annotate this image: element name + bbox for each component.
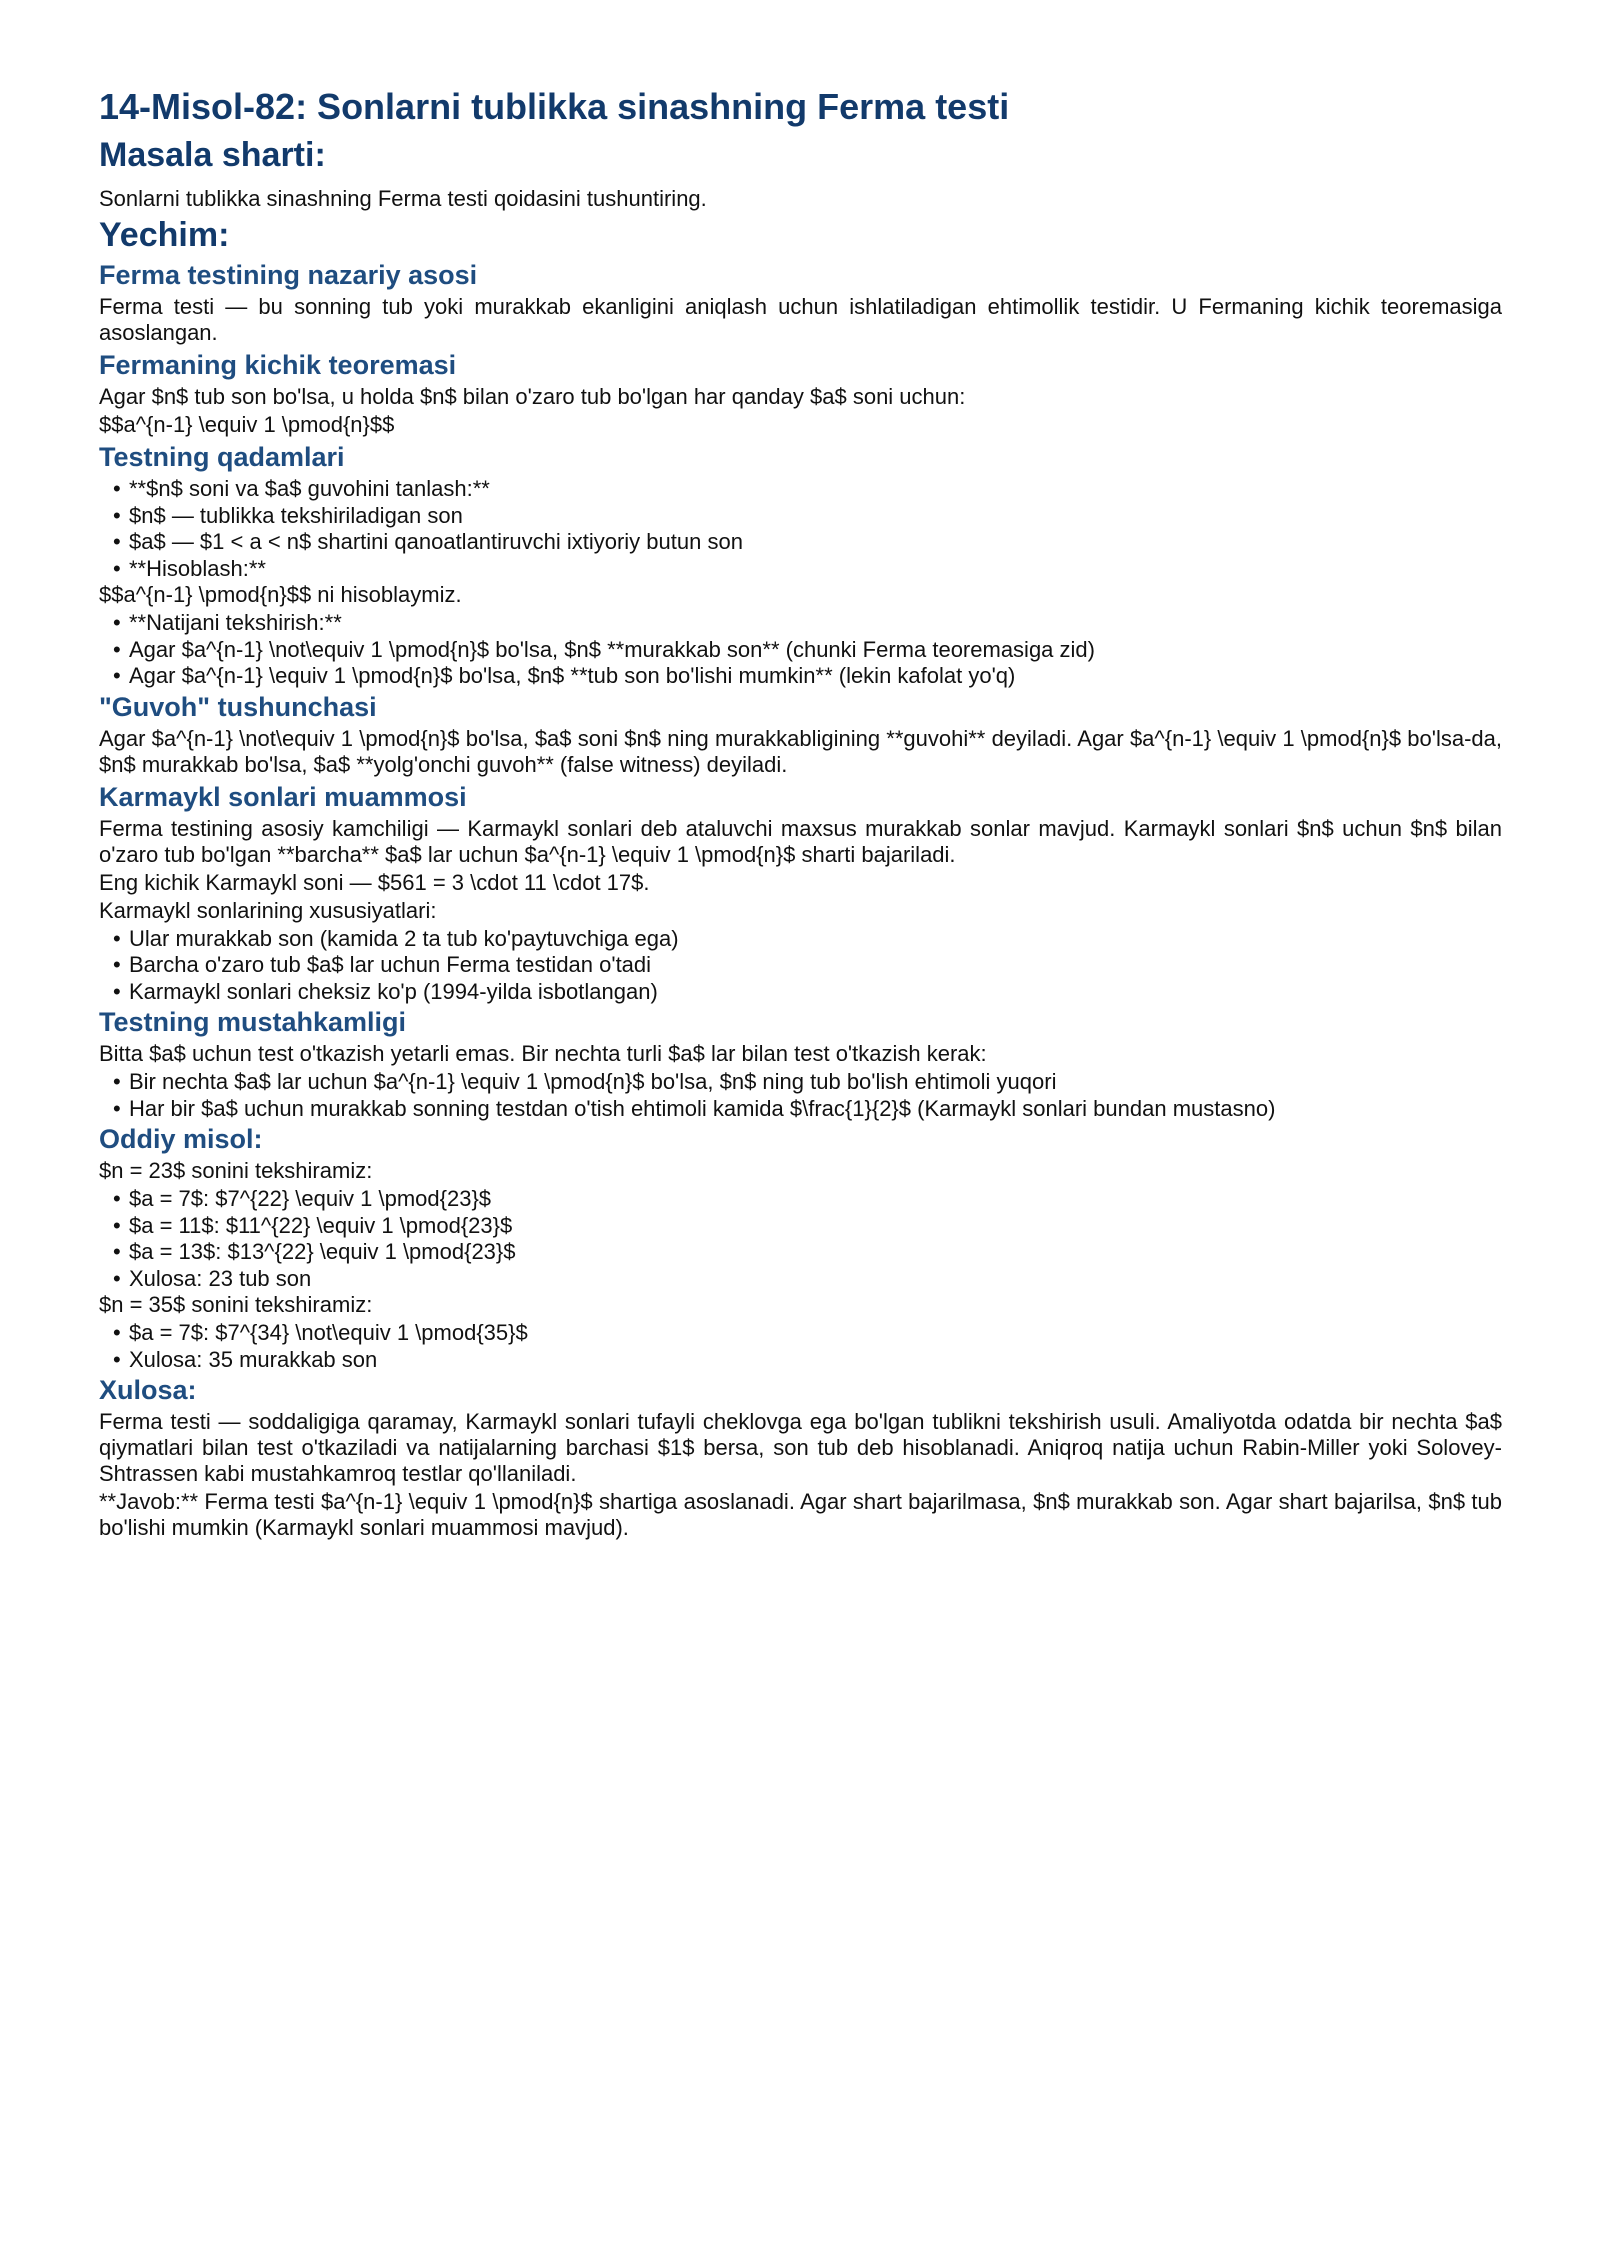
paragraph: Agar $n$ tub son bo'lsa, u holda $n$ bilan o'zaro tub bo'lgan har qanday $a$ soni uchun: <box>99 384 966 409</box>
problem-heading: Masala sharti: <box>99 136 326 174</box>
list-item: • **Natijani tekshirish:** <box>113 610 1502 637</box>
carmichael-section <box>99 780 1502 1006</box>
list-item: • Xulosa: 23 tub son <box>113 1266 1502 1293</box>
theory-section <box>99 258 1502 346</box>
section-heading: Testning mustahkamligi <box>99 1007 407 1037</box>
list-item: • Agar $a^{n-1} \not\equiv 1 \pmod{n}$ bo'lsa, $n$ **murakkab son** (chunki Ferma teoremasiga zid) <box>113 637 1502 664</box>
paragraph: $n = 35$ sonini tekshiramiz: <box>99 1292 373 1317</box>
section-heading: Ferma testining nazariy asosi <box>99 260 478 290</box>
steps-list-2 <box>99 610 1502 690</box>
example-list-2 <box>99 1320 1502 1373</box>
section-heading: Oddiy misol: <box>99 1124 263 1154</box>
list-item: • $n$ — tublikka tekshiriladigan son <box>113 503 1502 530</box>
example-section <box>99 1122 1502 1373</box>
paragraph: Ferma testining asosiy kamchiligi — Karmaykl sonlari deb ataluvchi maxsus murakkab sonlar mavjud. Karmaykl sonlari $n$ uchun $n$ bilan o'zaro tub bo'lgan **barcha** $a$ lar uchun $a^{n-1} \equiv 1 \pmod{n}$ sharti bajariladi. <box>99 815 1502 867</box>
solution-heading: Yechim: <box>99 216 230 254</box>
section-heading: Testning qadamlari <box>99 442 345 472</box>
problem-text: Sonlarni tublikka sinashning Ferma testi qoidasini tushuntiring. <box>99 186 707 211</box>
section-heading: Fermaning kichik teoremasi <box>99 350 457 380</box>
paragraph: $$a^{n-1} \pmod{n}$$ ni hisoblaymiz. <box>99 582 462 607</box>
list-item: • $a = 7$: $7^{22} \equiv 1 \pmod{23}$ <box>113 1186 1502 1213</box>
section-heading: Xulosa: <box>99 1375 197 1405</box>
paragraph: Agar $a^{n-1} \not\equiv 1 \pmod{n}$ bo'lsa, $a$ soni $n$ ning murakkabligining **guvohi** deyiladi. Agar $a^{n-1} \equiv 1 \pmod{n}$ bo'lsa-da, $n$ murakkab bo'lsa, $a$ **yolg'onchi guvoh** (false witness) deyiladi. <box>99 725 1502 777</box>
paragraph: Ferma testi — bu sonning tub yoki murakkab ekanligini aniqlash uchun ishlatiladigan ehtimollik testidir. U Fermaning kichik teoremasiga asoslangan. <box>99 294 1502 345</box>
paragraph: Karmaykl sonlarining xususiyatlari: <box>99 897 437 923</box>
example-list-1 <box>99 1186 1502 1292</box>
list-item: • Xulosa: 35 murakkab son <box>113 1347 1502 1374</box>
list-item: • $a$ — $1 < a < n$ shartini qanoatlantiruvchi ixtiyoriy butun son <box>113 529 1502 556</box>
list-item: • $a = 13$: $13^{22} \equiv 1 \pmod{23}$ <box>113 1239 1502 1266</box>
list-item: • Bir nechta $a$ lar uchun $a^{n-1} \equiv 1 \pmod{n}$ bo'lsa, $n$ ning tub bo'lish ehtimoli yuqori <box>113 1069 1502 1096</box>
list-item: • **$n$ soni va $a$ guvohini tanlash:** <box>113 476 1502 503</box>
paragraph: $n = 23$ sonini tekshiramiz: <box>99 1158 373 1183</box>
steps-list-1 <box>99 476 1502 582</box>
paragraph: Eng kichik Karmaykl soni — $561 = 3 \cdot 11 \cdot 17$. <box>99 869 650 895</box>
little-theorem-section <box>99 348 1502 438</box>
document-page <box>99 84 1502 1543</box>
list-item: • Karmaykl sonlari cheksiz ko'p (1994-yilda isbotlangan) <box>113 979 1502 1006</box>
list-item: • $a = 7$: $7^{34} \not\equiv 1 \pmod{35}$ <box>113 1320 1502 1347</box>
list-item: • $a = 11$: $11^{22} \equiv 1 \pmod{23}$ <box>113 1213 1502 1240</box>
answer-paragraph: **Javob:** Ferma testi $a^{n-1} \equiv 1 \pmod{n}$ shartiga asoslanadi. Agar shart bajarilmasa, $n$ murakkab son. Agar shart bajarilsa, $n$ tub bo'lishi mumkin (Karmaykl sonlari muammosi mavjud). <box>99 1489 1502 1540</box>
list-item: • Ular murakkab son (kamida 2 ta tub ko'paytuvchiga ega) <box>113 926 1502 953</box>
carmichael-properties-list <box>99 926 1502 1006</box>
list-item: • Barcha o'zaro tub $a$ lar uchun Ferma testidan o'tadi <box>113 952 1502 979</box>
list-item: • **Hisoblash:** <box>113 556 1502 583</box>
section-heading: "Guvoh" tushunchasi <box>99 691 377 722</box>
steps-section <box>99 440 1502 690</box>
paragraph: Ferma testi — soddaligiga qaramay, Karmaykl sonlari tufayli cheklovga ega bo'lgan tublikni tekshirish usuli. Amaliyotda odatda bir nechta $a$ qiymatlari bilan test o'tkaziladi va natijalarning barchasi $1$ bersa, son tub deb hisoblanadi. Aniqroq natija uchun Rabin-Miller yoki Solovey-Shtrassen kabi mustahkamroq testlar qo'llaniladi. <box>99 1409 1502 1486</box>
list-item: • Agar $a^{n-1} \equiv 1 \pmod{n}$ bo'lsa, $n$ **tub son bo'lishi mumkin** (lekin kafolat yo'q) <box>113 663 1502 690</box>
conclusion-section <box>99 1373 1502 1541</box>
list-item: • Har bir $a$ uchun murakkab sonning testdan o'tish ehtimoli kamida $\frac{1}{2}$ (Karmaykl sonlari bundan mustasno) <box>113 1096 1502 1123</box>
page-title: 14-Misol-82: Sonlarni tublikka sinashning Ferma testi <box>99 86 1010 127</box>
paragraph: Bitta $a$ uchun test o'tkazish yetarli emas. Bir nechta turli $a$ lar bilan test o'tkazish kerak: <box>99 1041 987 1066</box>
reliability-section <box>99 1005 1502 1122</box>
section-heading: Karmaykl sonlari muammosi <box>99 781 467 812</box>
witness-section <box>99 690 1502 778</box>
formula: $$a^{n-1} \equiv 1 \pmod{n}$$ <box>99 412 395 437</box>
reliability-list <box>99 1069 1502 1122</box>
